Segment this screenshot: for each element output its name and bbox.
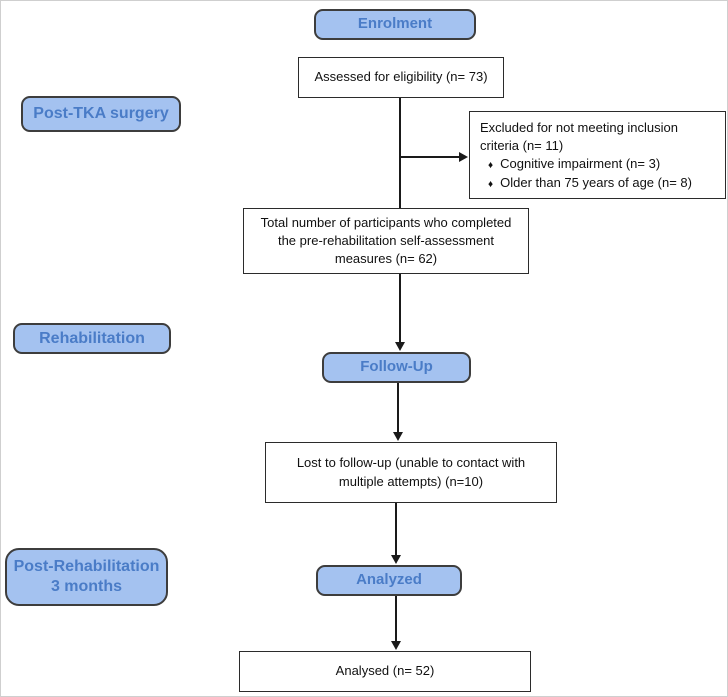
excluded-bullet-2-text: Older than 75 years of age (n= 8): [500, 174, 692, 190]
enrolment-stage-label: Enrolment: [357, 15, 433, 33]
phase-post-tka-surgery: [21, 96, 181, 132]
connector-branch-to-excluded: [401, 156, 459, 158]
phase-post-rehabilitation-3-months: [5, 548, 168, 606]
analyzed-stage-label: Analyzed: [356, 571, 422, 589]
completed-pre-rehabilitation-text: Total number of participants who completed the pre-rehabilitation self-assessment measures (n= 62): [260, 214, 512, 267]
analysed-count-box: [239, 651, 531, 692]
follow-up-stage-node: [322, 352, 471, 383]
arrowhead-right-to-excluded: [459, 152, 468, 162]
connector-follow-up-to-lost: [397, 383, 399, 432]
follow-up-stage-label: Follow-Up: [360, 358, 433, 376]
excluded-bullet-item: [480, 174, 692, 192]
connector-completed-to-follow-up: [399, 274, 401, 342]
arrowhead-down-to-follow-up: [395, 342, 405, 351]
phase-post-tka-surgery-label: Post-TKA surgery: [33, 105, 169, 122]
phase-post-rehabilitation-label-line2: 3 months: [50, 578, 123, 595]
arrowhead-down-to-lost: [393, 432, 403, 441]
excluded-bullet-1-text: Cognitive impairment (n= 3): [500, 156, 661, 172]
lost-to-follow-up-text: Lost to follow-up (unable to contact with multiple attempts) (n=10): [296, 455, 526, 489]
assessed-for-eligibility-text: Assessed for eligibility (n= 73): [314, 69, 488, 85]
phase-rehabilitation-label: Rehabilitation: [39, 329, 145, 347]
arrowhead-down-to-analysed: [391, 641, 401, 650]
phase-post-rehabilitation-label-line1: Post-Rehabilitation: [13, 558, 160, 575]
completed-pre-rehabilitation-box: [243, 208, 529, 274]
excluded-bullet-item: [480, 155, 660, 173]
excluded-title-text: Excluded for not meeting inclusion criteria (n= 11): [480, 120, 679, 154]
analysed-count-text: Analysed (n= 52): [335, 663, 435, 679]
analyzed-stage-node: [316, 565, 462, 596]
connector-analyzed-to-analysed: [395, 596, 397, 641]
connector-lost-to-analyzed: [395, 503, 397, 555]
lost-to-follow-up-box: [265, 442, 557, 503]
connector-assessed-to-completed: [399, 98, 401, 208]
diamond-bullet-marker: ♦: [488, 178, 494, 190]
diamond-bullet-marker: ♦: [488, 160, 494, 172]
excluded-box: [469, 111, 726, 199]
arrowhead-down-to-analyzed: [391, 555, 401, 564]
phase-rehabilitation: [13, 323, 171, 354]
assessed-for-eligibility-box: [298, 57, 504, 98]
enrolment-stage-node: [314, 9, 476, 40]
